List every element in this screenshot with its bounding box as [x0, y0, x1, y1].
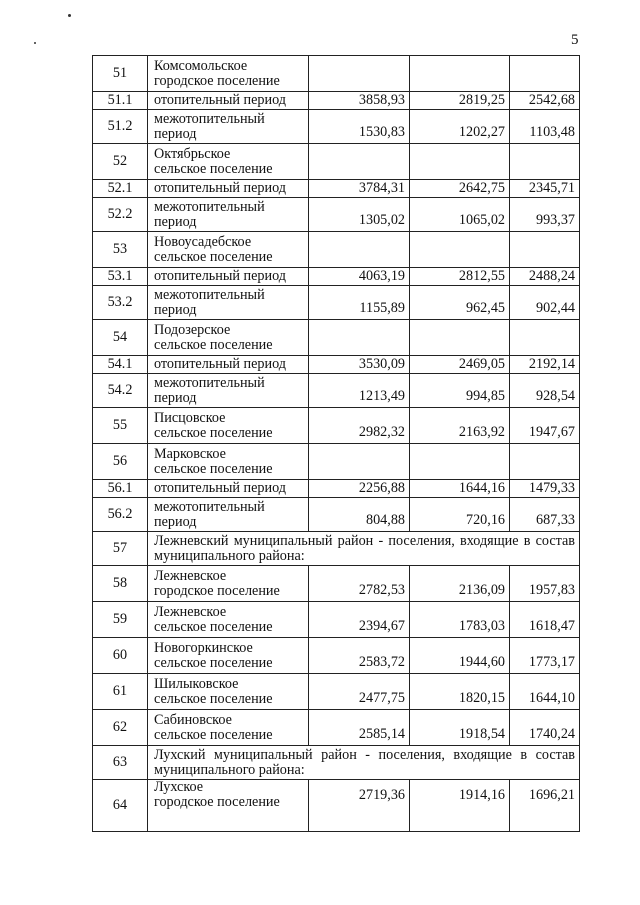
value-col-3: 1740,24	[510, 710, 580, 746]
settlement-name: Октябрьское сельское поселение	[148, 144, 309, 180]
tariff-table	[92, 55, 580, 832]
value-col-1: 2477,75	[309, 674, 410, 710]
settlement-name: Сабиновское сельское поселение	[148, 710, 309, 746]
row-number: 62	[93, 710, 148, 746]
row-number: 53	[93, 232, 148, 268]
row-number: 54	[93, 320, 148, 356]
value-col-3: 1773,17	[510, 638, 580, 674]
value-col-3: 1618,47	[510, 602, 580, 638]
data-table	[92, 55, 580, 832]
settlement-name: межотопительный период	[148, 198, 309, 232]
value-col-2: 2136,09	[410, 566, 510, 602]
settlement-name: Комсомольское городское поселение	[148, 56, 309, 92]
row-number: 54.1	[93, 356, 148, 374]
row-number: 56.2	[93, 498, 148, 532]
row-number: 53.2	[93, 286, 148, 320]
table-row	[93, 56, 580, 92]
value-col-1	[309, 232, 410, 268]
value-col-3: 928,54	[510, 374, 580, 408]
value-col-1: 2394,67	[309, 602, 410, 638]
row-number: 52.2	[93, 198, 148, 232]
settlement-name: Лежневское городское поселение	[148, 566, 309, 602]
value-col-1	[309, 320, 410, 356]
value-col-2: 2819,25	[410, 92, 510, 110]
settlement-name: межотопительный период	[148, 374, 309, 408]
row-number: 61	[93, 674, 148, 710]
value-col-1: 4063,19	[309, 268, 410, 286]
value-col-3: 1644,10	[510, 674, 580, 710]
value-col-2: 720,16	[410, 498, 510, 532]
value-col-3	[510, 144, 580, 180]
value-col-1	[309, 444, 410, 480]
row-number: 56	[93, 444, 148, 480]
value-col-3: 1957,83	[510, 566, 580, 602]
row-number: 51.1	[93, 92, 148, 110]
row-number: 56.1	[93, 480, 148, 498]
table-row	[93, 180, 580, 198]
settlement-name: отопительный период	[148, 356, 309, 374]
table-row	[93, 320, 580, 356]
row-number: 58	[93, 566, 148, 602]
value-col-2	[410, 320, 510, 356]
value-col-2: 1944,60	[410, 638, 510, 674]
page-number: 5	[571, 32, 579, 48]
value-col-2: 1914,16	[410, 780, 510, 832]
table-row	[93, 602, 580, 638]
table-row	[93, 110, 580, 144]
value-col-2	[410, 232, 510, 268]
table-row	[93, 480, 580, 498]
table-row	[93, 498, 580, 532]
value-col-2: 2469,05	[410, 356, 510, 374]
table-row	[93, 444, 580, 480]
row-number: 57	[93, 532, 148, 566]
scan-speck	[68, 14, 71, 17]
value-col-2	[410, 444, 510, 480]
value-col-2: 1644,16	[410, 480, 510, 498]
settlement-name: Лухское городское поселение	[148, 780, 309, 832]
settlement-name: Лежневское сельское поселение	[148, 602, 309, 638]
value-col-2: 2642,75	[410, 180, 510, 198]
table-row	[93, 374, 580, 408]
table-row	[93, 638, 580, 674]
table-row	[93, 674, 580, 710]
settlement-name: Писцовское сельское поселение	[148, 408, 309, 444]
value-col-3: 2488,24	[510, 268, 580, 286]
settlement-name: Шилыковское сельское поселение	[148, 674, 309, 710]
value-col-3: 1696,21	[510, 780, 580, 832]
table-row	[93, 232, 580, 268]
row-number: 52.1	[93, 180, 148, 198]
value-col-3: 902,44	[510, 286, 580, 320]
value-col-3: 2192,14	[510, 356, 580, 374]
value-col-2: 1202,27	[410, 110, 510, 144]
value-col-1: 2782,53	[309, 566, 410, 602]
value-col-1: 1530,83	[309, 110, 410, 144]
settlement-name: отопительный период	[148, 268, 309, 286]
value-col-1: 3784,31	[309, 180, 410, 198]
value-col-3: 993,37	[510, 198, 580, 232]
row-number: 63	[93, 746, 148, 780]
value-col-1: 2585,14	[309, 710, 410, 746]
value-col-3: 687,33	[510, 498, 580, 532]
settlement-name: Подозерское сельское поселение	[148, 320, 309, 356]
value-col-3	[510, 320, 580, 356]
table-row	[93, 532, 580, 566]
value-col-2: 994,85	[410, 374, 510, 408]
value-col-1: 3858,93	[309, 92, 410, 110]
row-number: 54.2	[93, 374, 148, 408]
value-col-2: 1783,03	[410, 602, 510, 638]
row-number: 51	[93, 56, 148, 92]
value-col-1: 3530,09	[309, 356, 410, 374]
settlement-name: отопительный период	[148, 92, 309, 110]
section-heading: Лежневский муниципальный район - поселения, входящие в состав муниципального района:	[148, 532, 580, 566]
table-row	[93, 144, 580, 180]
row-number: 59	[93, 602, 148, 638]
value-col-2: 1065,02	[410, 198, 510, 232]
value-col-1: 2719,36	[309, 780, 410, 832]
settlement-name: Новогоркинское сельское поселение	[148, 638, 309, 674]
value-col-1: 1305,02	[309, 198, 410, 232]
row-number: 55	[93, 408, 148, 444]
settlement-name: межотопительный период	[148, 286, 309, 320]
table-row	[93, 92, 580, 110]
row-number: 53.1	[93, 268, 148, 286]
value-col-1: 804,88	[309, 498, 410, 532]
value-col-1: 1213,49	[309, 374, 410, 408]
table-row	[93, 268, 580, 286]
table-row	[93, 746, 580, 780]
settlement-name: Марковское сельское поселение	[148, 444, 309, 480]
scan-speck	[34, 42, 36, 44]
value-col-1: 1155,89	[309, 286, 410, 320]
settlement-name: межотопительный период	[148, 498, 309, 532]
value-col-2: 1820,15	[410, 674, 510, 710]
row-number: 64	[93, 780, 148, 832]
section-heading: Лухский муниципальный район - поселения, входящие в состав муниципального района:	[148, 746, 580, 780]
row-number: 52	[93, 144, 148, 180]
table-row	[93, 286, 580, 320]
value-col-1: 2583,72	[309, 638, 410, 674]
value-col-3: 1947,67	[510, 408, 580, 444]
table-row	[93, 780, 580, 832]
row-number: 60	[93, 638, 148, 674]
value-col-2: 962,45	[410, 286, 510, 320]
table-row	[93, 198, 580, 232]
value-col-1: 2982,32	[309, 408, 410, 444]
table-row	[93, 710, 580, 746]
value-col-2	[410, 144, 510, 180]
table-row	[93, 356, 580, 374]
value-col-2: 2812,55	[410, 268, 510, 286]
value-col-2: 1918,54	[410, 710, 510, 746]
value-col-3	[510, 444, 580, 480]
settlement-name: Новоусадебское сельское поселение	[148, 232, 309, 268]
settlement-name: отопительный период	[148, 180, 309, 198]
settlement-name: межотопительный период	[148, 110, 309, 144]
table-row	[93, 408, 580, 444]
value-col-3: 2542,68	[510, 92, 580, 110]
value-col-1	[309, 144, 410, 180]
value-col-3: 1103,48	[510, 110, 580, 144]
value-col-1	[309, 56, 410, 92]
value-col-2	[410, 56, 510, 92]
settlement-name: отопительный период	[148, 480, 309, 498]
table-row	[93, 566, 580, 602]
value-col-3	[510, 56, 580, 92]
row-number: 51.2	[93, 110, 148, 144]
value-col-1: 2256,88	[309, 480, 410, 498]
value-col-3: 1479,33	[510, 480, 580, 498]
value-col-2: 2163,92	[410, 408, 510, 444]
value-col-3: 2345,71	[510, 180, 580, 198]
value-col-3	[510, 232, 580, 268]
